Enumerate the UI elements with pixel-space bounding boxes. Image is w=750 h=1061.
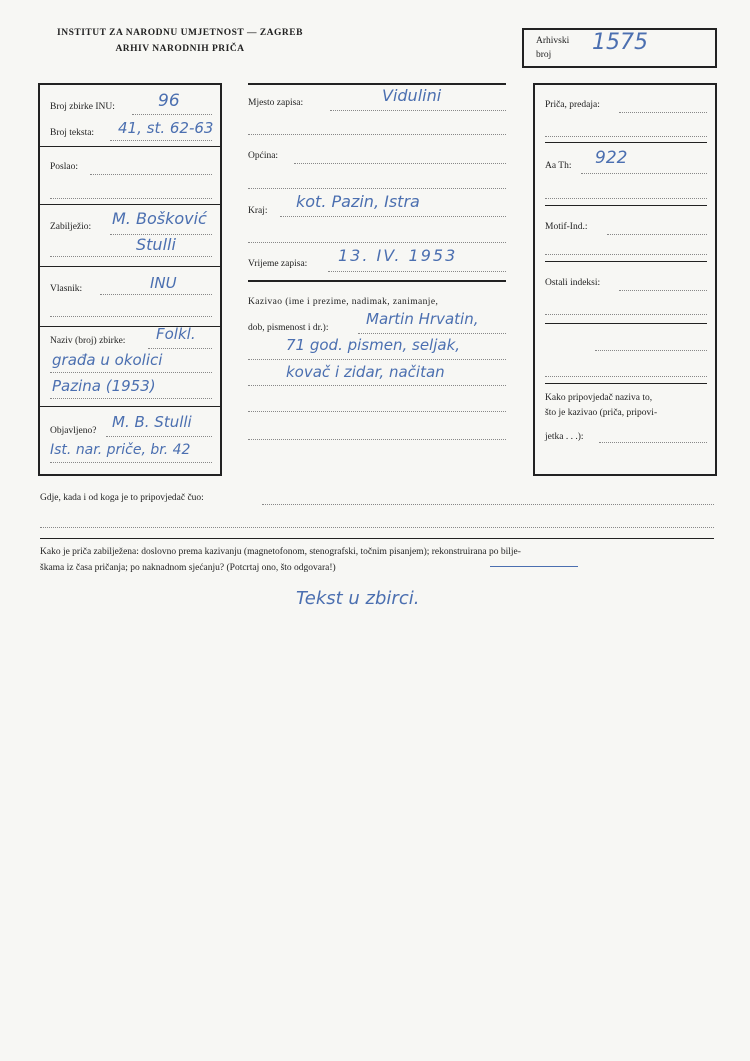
kako-label-2: što je kazivao (priča, pripovi- bbox=[545, 408, 658, 418]
dotted-line bbox=[330, 110, 506, 111]
kazivao-label-1: Kazivao (ime i prezime, nadimak, zanimanje, bbox=[248, 297, 439, 307]
dotted-line bbox=[358, 333, 506, 334]
vlasnik-label: Vlasnik: bbox=[50, 284, 83, 294]
dotted-line bbox=[262, 504, 714, 505]
kazivao-label-2: dob, pismenost i dr.): bbox=[248, 323, 329, 333]
objavljeno-value-2: Ist. nar. priče, br. 42 bbox=[50, 442, 191, 458]
naziv-value-1: Folkl. bbox=[156, 325, 196, 343]
divider bbox=[248, 280, 506, 282]
aath-label: Aa Th: bbox=[545, 161, 572, 171]
vrijeme-label: Vrijeme zapisa: bbox=[248, 259, 308, 269]
dotted-line bbox=[619, 290, 707, 291]
zabiljezio-value-1: M. Bošković bbox=[112, 209, 207, 228]
dotted-line bbox=[248, 385, 506, 386]
kazivao-value-3: kovač i zidar, načitan bbox=[286, 363, 445, 381]
dotted-line bbox=[248, 359, 506, 360]
dotted-line bbox=[595, 350, 707, 351]
dotted-line bbox=[50, 398, 212, 399]
divider bbox=[40, 146, 220, 147]
handwritten-note: Tekst u zbirci. bbox=[296, 588, 420, 609]
poslao-label: Poslao: bbox=[50, 162, 78, 172]
dotted-line bbox=[132, 114, 212, 115]
kako-zabiljezena-line-1: Kako je priča zabilježena: doslovno prema kazivanju (magnetofonom, stenografski, točnim pisanjem); rekonstruirana po bilje- bbox=[40, 547, 521, 557]
kraj-value: kot. Pazin, Istra bbox=[296, 192, 420, 211]
middle-column bbox=[248, 83, 508, 472]
dotted-line bbox=[248, 411, 506, 412]
divider bbox=[40, 266, 220, 267]
naziv-value-3: Pazina (1953) bbox=[52, 377, 156, 395]
prica-label: Priča, predaja: bbox=[545, 100, 600, 110]
zabiljezio-label: Zabilježio: bbox=[50, 222, 92, 232]
dotted-line bbox=[110, 140, 212, 141]
broj-teksta-label: Broj teksta: bbox=[50, 128, 95, 138]
divider bbox=[545, 142, 707, 143]
dotted-line bbox=[545, 376, 707, 377]
dotted-line bbox=[100, 294, 212, 295]
dotted-line bbox=[248, 439, 506, 440]
kraj-label: Kraj: bbox=[248, 206, 268, 216]
underline-mark bbox=[490, 566, 578, 567]
dotted-line bbox=[294, 163, 506, 164]
divider bbox=[40, 406, 220, 407]
mjesto-label: Mjesto zapisa: bbox=[248, 98, 304, 108]
archive-label-2: broj bbox=[536, 50, 552, 60]
naziv-value-2: građa u okolici bbox=[52, 351, 163, 369]
dotted-line bbox=[106, 436, 212, 437]
kako-label-1: Kako pripovjedač naziva to, bbox=[545, 393, 653, 403]
divider bbox=[248, 83, 506, 85]
opcina-label: Općina: bbox=[248, 151, 279, 161]
vlasnik-value: INU bbox=[150, 274, 177, 292]
dotted-line bbox=[248, 134, 506, 135]
right-box bbox=[533, 83, 717, 476]
gdje-label: Gdje, kada i od koga je to pripovjedač čuo: bbox=[40, 493, 204, 503]
dotted-line bbox=[328, 271, 506, 272]
broj-teksta-value: 41, st. 62-63 bbox=[118, 119, 214, 137]
kazivao-value-1: Martin Hrvatin, bbox=[366, 310, 479, 328]
dotted-line bbox=[599, 442, 707, 443]
dotted-line bbox=[619, 112, 707, 113]
dotted-line bbox=[581, 173, 707, 174]
institute-name: INSTITUT ZA NARODNU UMJETNOST — ZAGREB bbox=[57, 28, 303, 38]
dotted-line bbox=[50, 372, 212, 373]
dotted-line bbox=[545, 198, 707, 199]
dotted-line bbox=[50, 256, 212, 257]
dotted-line bbox=[280, 216, 506, 217]
archive-label-1: Arhivski bbox=[536, 36, 570, 46]
kako-label-3: jetka . . .): bbox=[545, 432, 584, 442]
dotted-line bbox=[545, 254, 707, 255]
dotted-line bbox=[248, 188, 506, 189]
divider bbox=[545, 323, 707, 324]
dotted-line bbox=[50, 316, 212, 317]
dotted-line bbox=[148, 348, 212, 349]
zabiljezio-value-2: Stulli bbox=[136, 235, 176, 254]
objavljeno-label: Objavljeno? bbox=[50, 426, 97, 436]
vrijeme-value: 13. IV. 1953 bbox=[338, 246, 458, 265]
dotted-line bbox=[50, 462, 212, 463]
divider bbox=[40, 204, 220, 205]
divider bbox=[545, 205, 707, 206]
mjesto-value: Vidulini bbox=[382, 86, 442, 105]
divider bbox=[545, 383, 707, 384]
motif-label: Motif-Ind.: bbox=[545, 222, 588, 232]
archive-number-box bbox=[522, 28, 717, 68]
left-box bbox=[38, 83, 222, 476]
divider bbox=[40, 538, 714, 539]
dotted-line bbox=[607, 234, 707, 235]
archive-name: ARHIV NARODNIH PRIČA bbox=[115, 44, 245, 54]
dotted-line bbox=[50, 198, 212, 199]
archive-number: 1575 bbox=[592, 30, 648, 55]
kako-zabiljezena-line-2: škama iz časa pričanja; po naknadnom sjećanju? (Potcrtaj ono, što odgovara!) bbox=[40, 563, 336, 573]
dotted-line bbox=[545, 136, 707, 137]
aath-value: 922 bbox=[595, 148, 628, 168]
broj-zbirke-value: 96 bbox=[158, 91, 180, 111]
naziv-label: Naziv (broj) zbirke: bbox=[50, 336, 126, 346]
dotted-line bbox=[248, 242, 506, 243]
dotted-line bbox=[90, 174, 212, 175]
objavljeno-value-1: M. B. Stulli bbox=[112, 413, 192, 431]
ostali-label: Ostali indeksi: bbox=[545, 278, 601, 288]
dotted-line bbox=[545, 314, 707, 315]
dotted-line bbox=[40, 527, 714, 528]
broj-zbirke-label: Broj zbirke INU: bbox=[50, 102, 115, 112]
kazivao-value-2: 71 god. pismen, seljak, bbox=[286, 336, 461, 354]
divider bbox=[545, 261, 707, 262]
